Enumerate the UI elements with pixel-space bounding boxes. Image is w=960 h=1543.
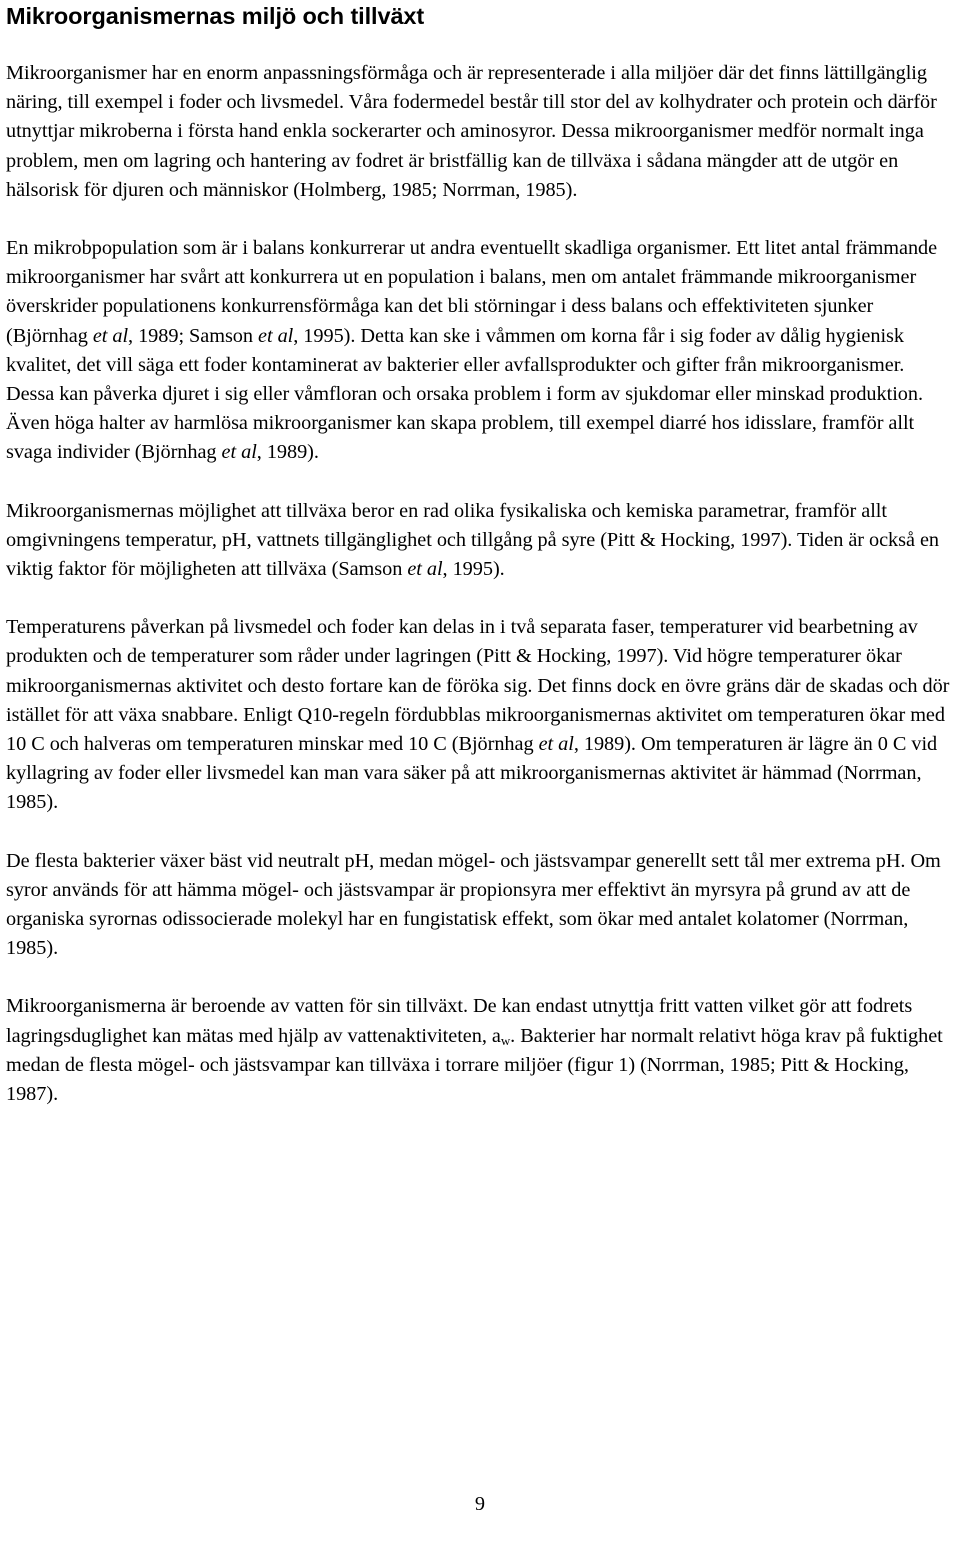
citation-et-al: et al (407, 558, 443, 581)
paragraph-temperature-effects (6, 613, 956, 817)
citation-et-al: et al (92, 324, 129, 347)
paragraph-text: , 1995). (442, 558, 505, 581)
paragraph-growth-parameters (6, 497, 956, 585)
document-page (6, 0, 956, 1109)
subscript-w: w (500, 1032, 511, 1048)
paragraph-microorganism-adaptability (6, 59, 956, 205)
page-number: 9 (474, 1493, 486, 1515)
paragraph-microbial-balance (6, 234, 956, 468)
paragraph-text: De flesta bakterier växer bäst vid neutralt pH, medan mögel- och jästsvampar generellt sett tål mer extrema pH. Om syror används för att hämma mögel- och jästsvampar är propionsyra mer effektivt än myrsyra på grund av att de organiska syrornas odissocierade molekyl har en fungistatisk effekt, som ökar med antalet kolatomer (Norrman, 1985). (6, 849, 941, 960)
paragraph-text: , 1989; Samson (128, 324, 259, 347)
section-heading: Mikroorganismernas miljö och tillväxt (6, 3, 425, 29)
paragraph-water-activity (6, 992, 956, 1109)
citation-et-al: et al (221, 441, 257, 464)
citation-et-al: et al (258, 324, 294, 347)
paragraph-text: Mikroorganismerna är beroende av vatten för sin tillväxt. De kan endast utnyttja fritt vatten vilket gör att fodrets lagringsduglighet kan mätas med hjälp av vattenaktiviteten, a (6, 995, 913, 1047)
paragraph-text: , 1995). Detta kan ske i våmmen om korna får i sig foder av dålig hygienisk kvalitet, det vill säga ett foder kontaminerat av bakterier eller avfallsprodukter och gifter från mikroorganismer. Dessa kan påverka djuret i sig eller våmfloran och orsaka problem i form av sjukdomar eller minskad produktion. Även höga halter av harmlösa mikroorganismer kan skapa problem, till exempel diarré hos idisslare, framför allt svaga individer (Björnhag (6, 324, 923, 464)
paragraph-text: Mikroorganismernas möjlighet att tillväxa beror en rad olika fysikaliska och kemiska parametrar, framför allt omgivningens temperatur, pH, vattnets tillgänglighet och tillgång på syre (Pitt & Hocking, 1997). Tiden är också en viktig faktor för möjligheten att tillväxa (Samson (6, 499, 939, 581)
paragraph-text: , 1989). Om temperaturen är lägre än 0 C vid kyllagring av foder eller livsmedel kan man vara säker på att mikroorganismernas aktivitet är hämmad (Norrman, 1985). (6, 733, 938, 814)
paragraph-text: . Bakterier har normalt relativt höga krav på fuktighet medan de flesta mögel- och jästsvampar kan tillväxa i torrare miljöer (figur 1) (Norrman, 1985; Pitt & Hocking, 1987). (6, 1024, 943, 1106)
paragraph-ph-effects (6, 847, 956, 964)
paragraph-text: Mikroorganismer har en enorm anpassningsförmåga och är representerade i alla miljöer där det finns lättillgänglig näring, till exempel i foder och livsmedel. Våra fodermedel består till stor del av kolhydrater och protein och därför utnyttjar mikroberna i första hand enkla sockerarter och aminosyror. Dessa mikroorganismer medför normalt inga problem, men om lagring och hantering av fodret är bristfällig kan de tillväxa i sådana mängder att de utgör en hälsorisk för djuren och människor (Holmberg, 1985; Norrman, 1985). (6, 62, 937, 201)
paragraph-text: Temperaturens påverkan på livsmedel och foder kan delas in i två separata faser, temperaturer vid bearbetning av produkten och de temperaturer som råder under lagringen (Pitt & Hocking, 1997). Vid högre temperaturer ökar mikroorganismernas aktivitet och desto fortare kan de föröka sig. Det finns dock en övre gräns där de skadas och dör istället för att växa snabbare. Enligt Q10-regeln fördubblas mikroorganismernas aktivitet om temperaturen ökar med 10 C och halveras om temperaturen minskar med 10 C (Björnhag (6, 616, 950, 756)
citation-et-al: et al (538, 733, 574, 756)
paragraph-text: , 1989). (256, 441, 319, 464)
paragraph-text: En mikrobpopulation som är i balans konkurrerar ut andra eventuellt skadliga organismer. Ett litet antal främmande mikroorganismer har svårt att konkurrera ut en population i balans, men om antalet främmande mikroorganismer överskrider populationens konkurrensförmåga kan det bli störningar i dess balans och effektiviteten sjunker (Björnhag (6, 237, 938, 347)
